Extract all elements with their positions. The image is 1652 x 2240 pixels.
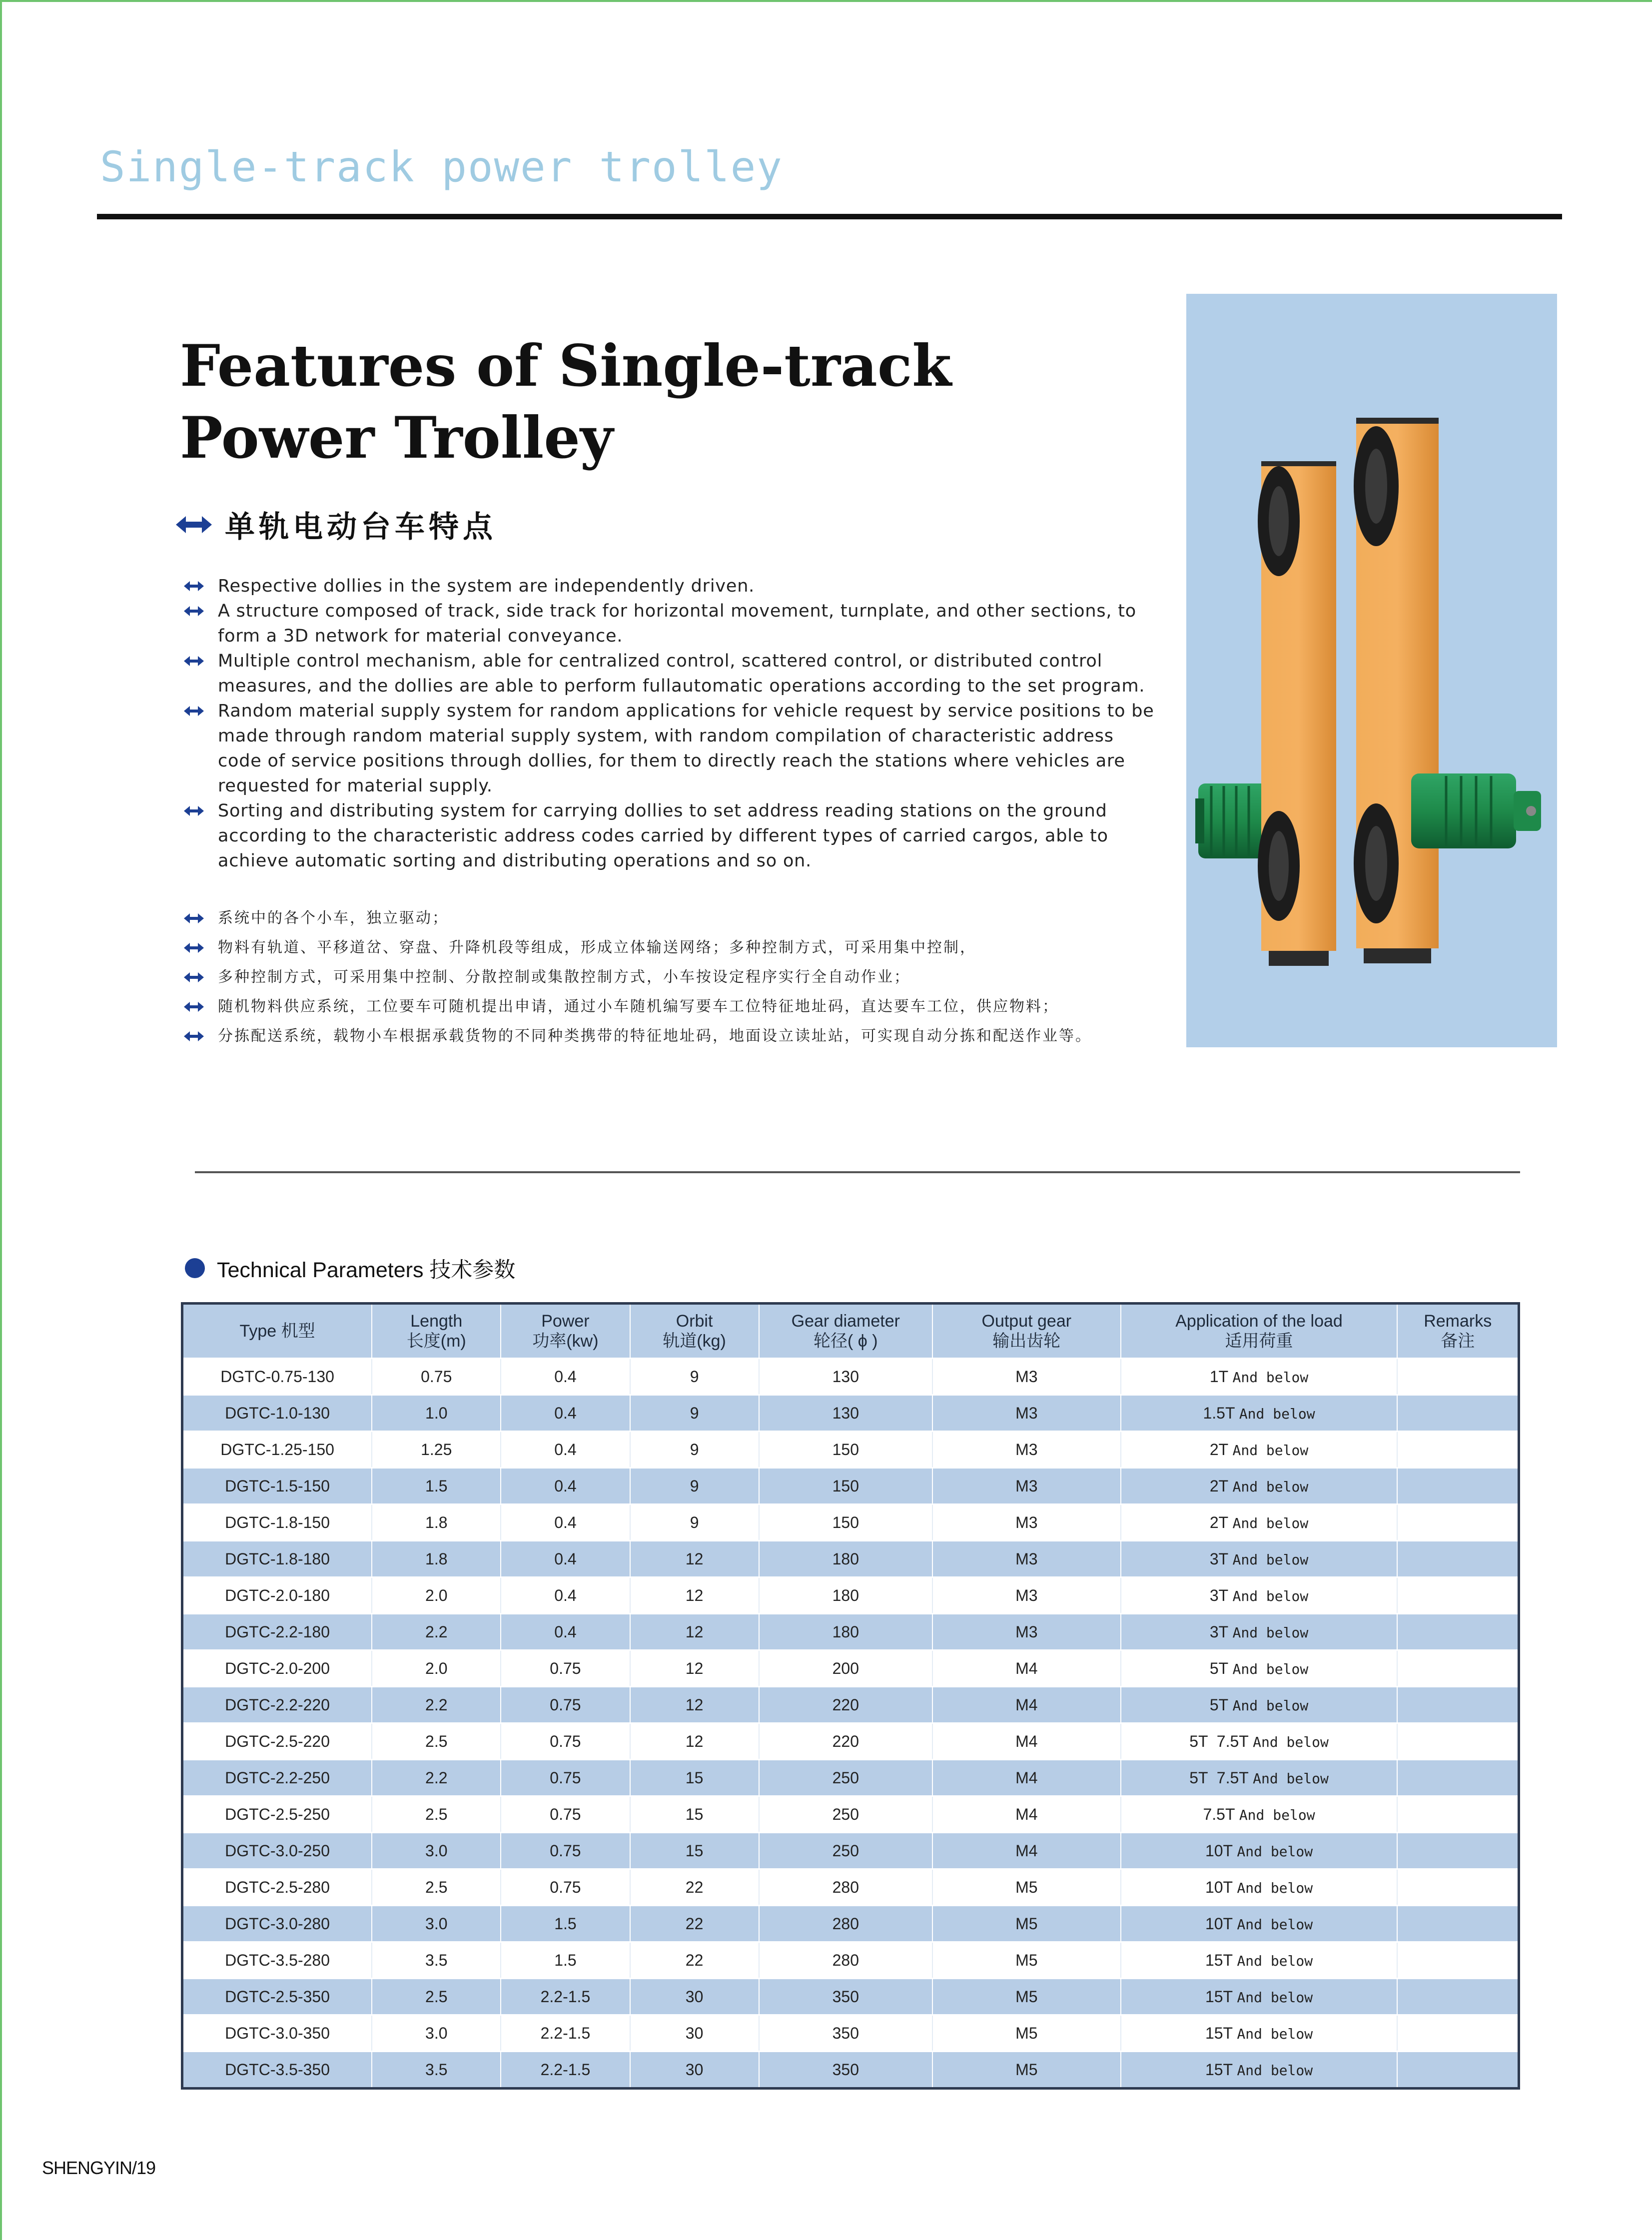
cell-remarks (1397, 1468, 1519, 1504)
cell-length: 2.5 (372, 1796, 501, 1833)
cell-power: 0.4 (501, 1614, 630, 1650)
cell-gear-diameter: 250 (759, 1796, 932, 1833)
header-rule (97, 214, 1562, 219)
cell-remarks (1397, 1432, 1519, 1468)
cell-orbit: 12 (630, 1577, 759, 1614)
cell-output-gear: M3 (932, 1614, 1121, 1650)
cell-power: 2.2-1.5 (501, 2052, 630, 2089)
cell-type: DGTC-2.0-180 (182, 1577, 372, 1614)
load-value: 15T (1205, 2060, 1233, 2079)
cell-length: 1.8 (372, 1504, 501, 1541)
cell-remarks (1397, 1833, 1519, 1869)
cell-load (1121, 1432, 1398, 1468)
cell-power: 0.75 (501, 1723, 630, 1760)
load-suffix: And below (1232, 1551, 1309, 1568)
cell-gear-diameter: 220 (759, 1723, 932, 1760)
cell-length: 0.75 (372, 1359, 501, 1395)
col-header-output-gear: Output gear 输出齿轮 (932, 1304, 1121, 1359)
cell-type: DGTC-2.2-180 (182, 1614, 372, 1650)
cell-load (1121, 1395, 1398, 1432)
load-suffix: And below (1232, 1660, 1309, 1677)
col-header-power: Power 功率(kw) (501, 1304, 630, 1359)
cell-type: DGTC-2.2-250 (182, 1760, 372, 1796)
cell-remarks (1397, 1723, 1519, 1760)
cell-length: 2.5 (372, 1869, 501, 1906)
cell-load (1121, 1650, 1398, 1687)
table-row (182, 1760, 1519, 1796)
cell-orbit: 9 (630, 1359, 759, 1395)
double-arrow-bullet-icon (184, 972, 204, 982)
cell-gear-diameter: 220 (759, 1687, 932, 1723)
feature-cn-item: 物料有轨道、平移道岔、穿盘、升降机段等组成，形成立体输送网络；多种控制方式，可采用集中控制， (184, 933, 1173, 962)
load-value: 15T (1205, 1951, 1233, 1969)
cell-gear-diameter: 130 (759, 1395, 932, 1432)
load-suffix: And below (1239, 1405, 1315, 1422)
cell-power: 0.4 (501, 1577, 630, 1614)
cell-remarks (1397, 1650, 1519, 1687)
cell-remarks (1397, 1541, 1519, 1577)
load-value: 3T (1209, 1622, 1228, 1641)
cell-gear-diameter: 180 (759, 1577, 932, 1614)
col-header-remarks: Remarks 备注 (1397, 1304, 1519, 1359)
load-suffix: And below (1237, 1879, 1313, 1896)
features-title-line1: Features of Single-track (180, 332, 952, 399)
load-value: 3T (1209, 1586, 1228, 1604)
cell-length: 1.0 (372, 1395, 501, 1432)
load-suffix: And below (1237, 2025, 1313, 2042)
cell-type: DGTC-3.0-280 (182, 1906, 372, 1942)
cell-orbit: 22 (630, 1906, 759, 1942)
cell-remarks (1397, 2052, 1519, 2089)
table-row (182, 1687, 1519, 1723)
cell-gear-diameter: 200 (759, 1650, 932, 1687)
cell-remarks (1397, 1614, 1519, 1650)
cell-power: 1.5 (501, 1942, 630, 1979)
load-suffix: And below (1232, 1514, 1309, 1531)
feature-en-item: A structure composed of track, side track for horizontal movement, turnplate, and other sections, to form a 3D network for material conveyance. (184, 599, 1163, 649)
table-row (182, 1979, 1519, 2015)
double-arrow-bullet-icon (184, 806, 204, 816)
cell-gear-diameter: 130 (759, 1359, 932, 1395)
load-value: 5T (1209, 1695, 1228, 1714)
cell-orbit: 12 (630, 1541, 759, 1577)
cell-length: 2.2 (372, 1687, 501, 1723)
cell-orbit: 9 (630, 1468, 759, 1504)
load-suffix: And below (1237, 1952, 1313, 1969)
table-body (182, 1359, 1519, 2089)
technical-parameters-table (181, 1302, 1520, 2090)
feature-en-item: Random material supply system for random applications for vehicle request by service positions to be made through random material supply system, with random compilation of characteristic address code of service positions through dollies, for them to directly reach the stations where vehicles are requested for material supply. (184, 699, 1163, 798)
cell-orbit: 12 (630, 1723, 759, 1760)
cell-load (1121, 1942, 1398, 1979)
header-title: Single-track power trolley (100, 142, 783, 191)
trolley-photo (1186, 294, 1557, 1047)
table-row (182, 1395, 1519, 1432)
features-title (180, 330, 1129, 474)
cell-power: 0.75 (501, 1833, 630, 1869)
cell-power: 0.75 (501, 1687, 630, 1723)
load-value: 1T (1209, 1367, 1228, 1386)
cell-orbit: 15 (630, 1796, 759, 1833)
cell-remarks (1397, 1687, 1519, 1723)
cell-output-gear: M3 (932, 1504, 1121, 1541)
cell-power: 0.4 (501, 1395, 630, 1432)
cell-power: 2.2-1.5 (501, 2015, 630, 2052)
cell-gear-diameter: 280 (759, 1942, 932, 1979)
cell-remarks (1397, 1906, 1519, 1942)
cell-load (1121, 1577, 1398, 1614)
load-value: 1.5T (1203, 1404, 1235, 1422)
cell-remarks (1397, 2015, 1519, 2052)
load-suffix: And below (1232, 1697, 1309, 1714)
cell-gear-diameter: 280 (759, 1869, 932, 1906)
cell-remarks (1397, 1796, 1519, 1833)
cell-remarks (1397, 1504, 1519, 1541)
cell-output-gear: M5 (932, 1979, 1121, 2015)
cell-gear-diameter: 180 (759, 1614, 932, 1650)
cell-output-gear: M4 (932, 1760, 1121, 1796)
load-value: 2T (1209, 1513, 1228, 1531)
cell-length: 2.0 (372, 1650, 501, 1687)
load-suffix: And below (1237, 2062, 1313, 2079)
table-row (182, 1833, 1519, 1869)
table-row (182, 1432, 1519, 1468)
cell-remarks (1397, 1577, 1519, 1614)
cell-length: 2.2 (372, 1614, 501, 1650)
cell-length: 1.25 (372, 1432, 501, 1468)
cell-type: DGTC-3.0-350 (182, 2015, 372, 2052)
cell-power: 0.4 (501, 1541, 630, 1577)
table-row (182, 1359, 1519, 1395)
load-suffix: And below (1232, 1442, 1309, 1459)
load-suffix: And below (1232, 1624, 1309, 1641)
cell-length: 3.0 (372, 1833, 501, 1869)
cell-gear-diameter: 180 (759, 1541, 932, 1577)
double-arrow-bullet-icon (184, 1031, 204, 1041)
cell-output-gear: M3 (932, 1577, 1121, 1614)
cell-output-gear: M3 (932, 1359, 1121, 1395)
cell-load (1121, 1796, 1398, 1833)
cell-output-gear: M5 (932, 2052, 1121, 2089)
table-row (182, 1468, 1519, 1504)
cell-orbit: 12 (630, 1650, 759, 1687)
cell-power: 2.2-1.5 (501, 1979, 630, 2015)
cell-load (1121, 1869, 1398, 1906)
cell-load (1121, 1833, 1398, 1869)
cell-length: 3.0 (372, 2015, 501, 2052)
load-value: 5T (1209, 1659, 1228, 1677)
page-top-edge (0, 0, 1652, 2)
load-value: 7.5T (1203, 1805, 1235, 1823)
load-value: 10T (1205, 1914, 1233, 1933)
load-suffix: And below (1253, 1770, 1329, 1787)
cell-load (1121, 1906, 1398, 1942)
section-divider (195, 1171, 1520, 1173)
cell-orbit: 15 (630, 1833, 759, 1869)
col-header-load: Application of the load 适用荷重 (1121, 1304, 1398, 1359)
cell-load (1121, 1760, 1398, 1796)
cell-output-gear: M5 (932, 1942, 1121, 1979)
cell-length: 3.0 (372, 1906, 501, 1942)
cell-gear-diameter: 150 (759, 1468, 932, 1504)
cell-gear-diameter: 250 (759, 1760, 932, 1796)
load-value: 15T (1205, 1987, 1233, 2006)
page-footer: SHENGYIN/19 (42, 2158, 156, 2178)
feature-cn-item: 系统中的各个小车，独立驱动； (184, 903, 1173, 933)
cell-remarks (1397, 1979, 1519, 2015)
feature-en-item: Multiple control mechanism, able for centralized control, scattered control, or distributed control measures, and the dollies are able to perform fullautomatic operations according to the set program. (184, 649, 1163, 699)
load-value: 5T 7.5T (1189, 1768, 1249, 1787)
page-left-edge (0, 0, 2, 2240)
feature-cn-item: 多种控制方式，可采用集中控制、分散控制或集散控制方式，小车按设定程序实行全自动作业； (184, 962, 1173, 992)
cell-power: 0.4 (501, 1432, 630, 1468)
feature-cn-item: 分拣配送系统，载物小车根据承载货物的不同种类携带的特征地址码，地面设立读址站，可实现自动分拣和配送作业等。 (184, 1021, 1173, 1051)
load-suffix: And below (1237, 1989, 1313, 2006)
table-row (182, 2052, 1519, 2089)
cell-load (1121, 2015, 1398, 2052)
cell-type: DGTC-1.8-180 (182, 1541, 372, 1577)
table-row (182, 1723, 1519, 1760)
load-value: 10T (1205, 1841, 1233, 1860)
col-header-length: Length 长度(m) (372, 1304, 501, 1359)
cell-output-gear: M4 (932, 1833, 1121, 1869)
table-row (182, 1869, 1519, 1906)
cell-type: DGTC-2.5-350 (182, 1979, 372, 2015)
table-row (182, 1650, 1519, 1687)
cell-length: 3.5 (372, 2052, 501, 2089)
cell-output-gear: M3 (932, 1541, 1121, 1577)
cell-gear-diameter: 150 (759, 1432, 932, 1468)
load-value: 3T (1209, 1549, 1228, 1568)
bullet-dot-icon (185, 1258, 205, 1278)
double-arrow-bullet-icon (184, 706, 204, 716)
cell-load (1121, 1979, 1398, 2015)
cell-type: DGTC-3.0-250 (182, 1833, 372, 1869)
feature-en-item: Sorting and distributing system for carrying dollies to set address reading stations on the ground according to the characteristic address codes carried by different types of carried cargos, able to achieve automatic sorting and distributing operations and so on. (184, 798, 1163, 873)
cell-power: 1.5 (501, 1906, 630, 1942)
double-arrow-bullet-icon (184, 943, 204, 953)
features-cn-list (184, 903, 1173, 1051)
features-title-line2: Power Trolley (180, 404, 614, 471)
cell-gear-diameter: 350 (759, 1979, 932, 2015)
load-suffix: And below (1239, 1806, 1315, 1823)
cell-output-gear: M3 (932, 1395, 1121, 1432)
load-value: 10T (1205, 1878, 1233, 1896)
cell-orbit: 9 (630, 1395, 759, 1432)
load-suffix: And below (1237, 1916, 1313, 1933)
cell-orbit: 22 (630, 1869, 759, 1906)
cell-power: 0.75 (501, 1869, 630, 1906)
cell-gear-diameter: 280 (759, 1906, 932, 1942)
features-cn-heading (176, 502, 497, 547)
table-row (182, 1504, 1519, 1541)
cell-type: DGTC-1.5-150 (182, 1468, 372, 1504)
cell-power: 0.75 (501, 1760, 630, 1796)
cell-orbit: 30 (630, 2052, 759, 2089)
cell-type: DGTC-1.0-130 (182, 1395, 372, 1432)
cell-orbit: 9 (630, 1432, 759, 1468)
table-row (182, 1541, 1519, 1577)
cell-type: DGTC-2.0-200 (182, 1650, 372, 1687)
cell-output-gear: M4 (932, 1723, 1121, 1760)
cell-type: DGTC-3.5-280 (182, 1942, 372, 1979)
cell-type: DGTC-2.5-280 (182, 1869, 372, 1906)
technical-parameters-heading (185, 1254, 515, 1282)
cell-gear-diameter: 350 (759, 2052, 932, 2089)
double-arrow-bullet-icon (184, 581, 204, 591)
table-row (182, 1906, 1519, 1942)
cell-length: 1.8 (372, 1541, 501, 1577)
cell-load (1121, 1687, 1398, 1723)
col-header-type: Type 机型 (182, 1304, 372, 1359)
table-row (182, 1796, 1519, 1833)
cell-output-gear: M4 (932, 1650, 1121, 1687)
cell-power: 0.75 (501, 1796, 630, 1833)
cell-length: 2.0 (372, 1577, 501, 1614)
load-suffix: And below (1232, 1587, 1309, 1604)
double-arrow-bullet-icon (184, 913, 204, 923)
cell-power: 0.4 (501, 1504, 630, 1541)
cell-power: 0.75 (501, 1650, 630, 1687)
feature-en-item: Respective dollies in the system are independently driven. (184, 574, 1163, 599)
table-row (182, 1614, 1519, 1650)
cell-orbit: 30 (630, 1979, 759, 2015)
cell-length: 2.2 (372, 1760, 501, 1796)
cell-orbit: 15 (630, 1760, 759, 1796)
cell-load (1121, 1468, 1398, 1504)
table-row (182, 1942, 1519, 1979)
cell-type: DGTC-0.75-130 (182, 1359, 372, 1395)
cell-output-gear: M5 (932, 1869, 1121, 1906)
features-en-list (184, 574, 1163, 873)
cell-gear-diameter: 150 (759, 1504, 932, 1541)
cell-orbit: 12 (630, 1614, 759, 1650)
load-value: 2T (1209, 1440, 1228, 1459)
cell-orbit: 9 (630, 1504, 759, 1541)
cell-output-gear: M3 (932, 1468, 1121, 1504)
cell-orbit: 22 (630, 1942, 759, 1979)
cell-remarks (1397, 1869, 1519, 1906)
cell-load (1121, 2052, 1398, 2089)
cell-remarks (1397, 1359, 1519, 1395)
col-header-gear-diameter: Gear diameter 轮径( ϕ ) (759, 1304, 932, 1359)
cell-load (1121, 1359, 1398, 1395)
double-arrow-icon (176, 516, 212, 533)
cell-load (1121, 1723, 1398, 1760)
cell-output-gear: M3 (932, 1432, 1121, 1468)
cell-length: 1.5 (372, 1468, 501, 1504)
cell-gear-diameter: 350 (759, 2015, 932, 2052)
cell-remarks (1397, 1395, 1519, 1432)
cell-load (1121, 1504, 1398, 1541)
cell-output-gear: M5 (932, 2015, 1121, 2052)
cell-orbit: 30 (630, 2015, 759, 2052)
technical-parameters-heading-text: Technical Parameters 技术参数 (217, 1258, 516, 1282)
cell-power: 0.4 (501, 1359, 630, 1395)
cell-output-gear: M4 (932, 1687, 1121, 1723)
cell-type: DGTC-2.2-220 (182, 1687, 372, 1723)
cell-load (1121, 1541, 1398, 1577)
table-header-row (182, 1304, 1519, 1359)
cell-length: 2.5 (372, 1723, 501, 1760)
cell-output-gear: M4 (932, 1796, 1121, 1833)
cell-type: DGTC-3.5-350 (182, 2052, 372, 2089)
load-value: 5T 7.5T (1189, 1732, 1249, 1750)
cell-type: DGTC-1.25-150 (182, 1432, 372, 1468)
cell-orbit: 12 (630, 1687, 759, 1723)
double-arrow-bullet-icon (184, 656, 204, 666)
load-value: 2T (1209, 1477, 1228, 1495)
cell-gear-diameter: 250 (759, 1833, 932, 1869)
cell-load (1121, 1614, 1398, 1650)
feature-cn-item: 随机物料供应系统，工位要车可随机提出申请，通过小车随机编写要车工位特征地址码，直达要车工位，供应物料； (184, 992, 1173, 1021)
load-suffix: And below (1232, 1478, 1309, 1495)
load-suffix: And below (1237, 1843, 1313, 1860)
col-header-orbit: Orbit 轨道(kg) (630, 1304, 759, 1359)
load-suffix: And below (1253, 1733, 1329, 1750)
cell-length: 2.5 (372, 1979, 501, 2015)
cell-output-gear: M5 (932, 1906, 1121, 1942)
double-arrow-bullet-icon (184, 606, 204, 616)
cell-length: 3.5 (372, 1942, 501, 1979)
cell-type: DGTC-2.5-250 (182, 1796, 372, 1833)
load-value: 15T (1205, 2024, 1233, 2042)
cell-remarks (1397, 1760, 1519, 1796)
table-row (182, 2015, 1519, 2052)
table-row (182, 1577, 1519, 1614)
cell-power: 0.4 (501, 1468, 630, 1504)
cell-remarks (1397, 1942, 1519, 1979)
cell-type: DGTC-2.5-220 (182, 1723, 372, 1760)
features-cn-heading-text: 单轨电动台车特点 (225, 510, 497, 545)
load-suffix: And below (1232, 1369, 1309, 1386)
cell-type: DGTC-1.8-150 (182, 1504, 372, 1541)
double-arrow-bullet-icon (184, 1002, 204, 1012)
